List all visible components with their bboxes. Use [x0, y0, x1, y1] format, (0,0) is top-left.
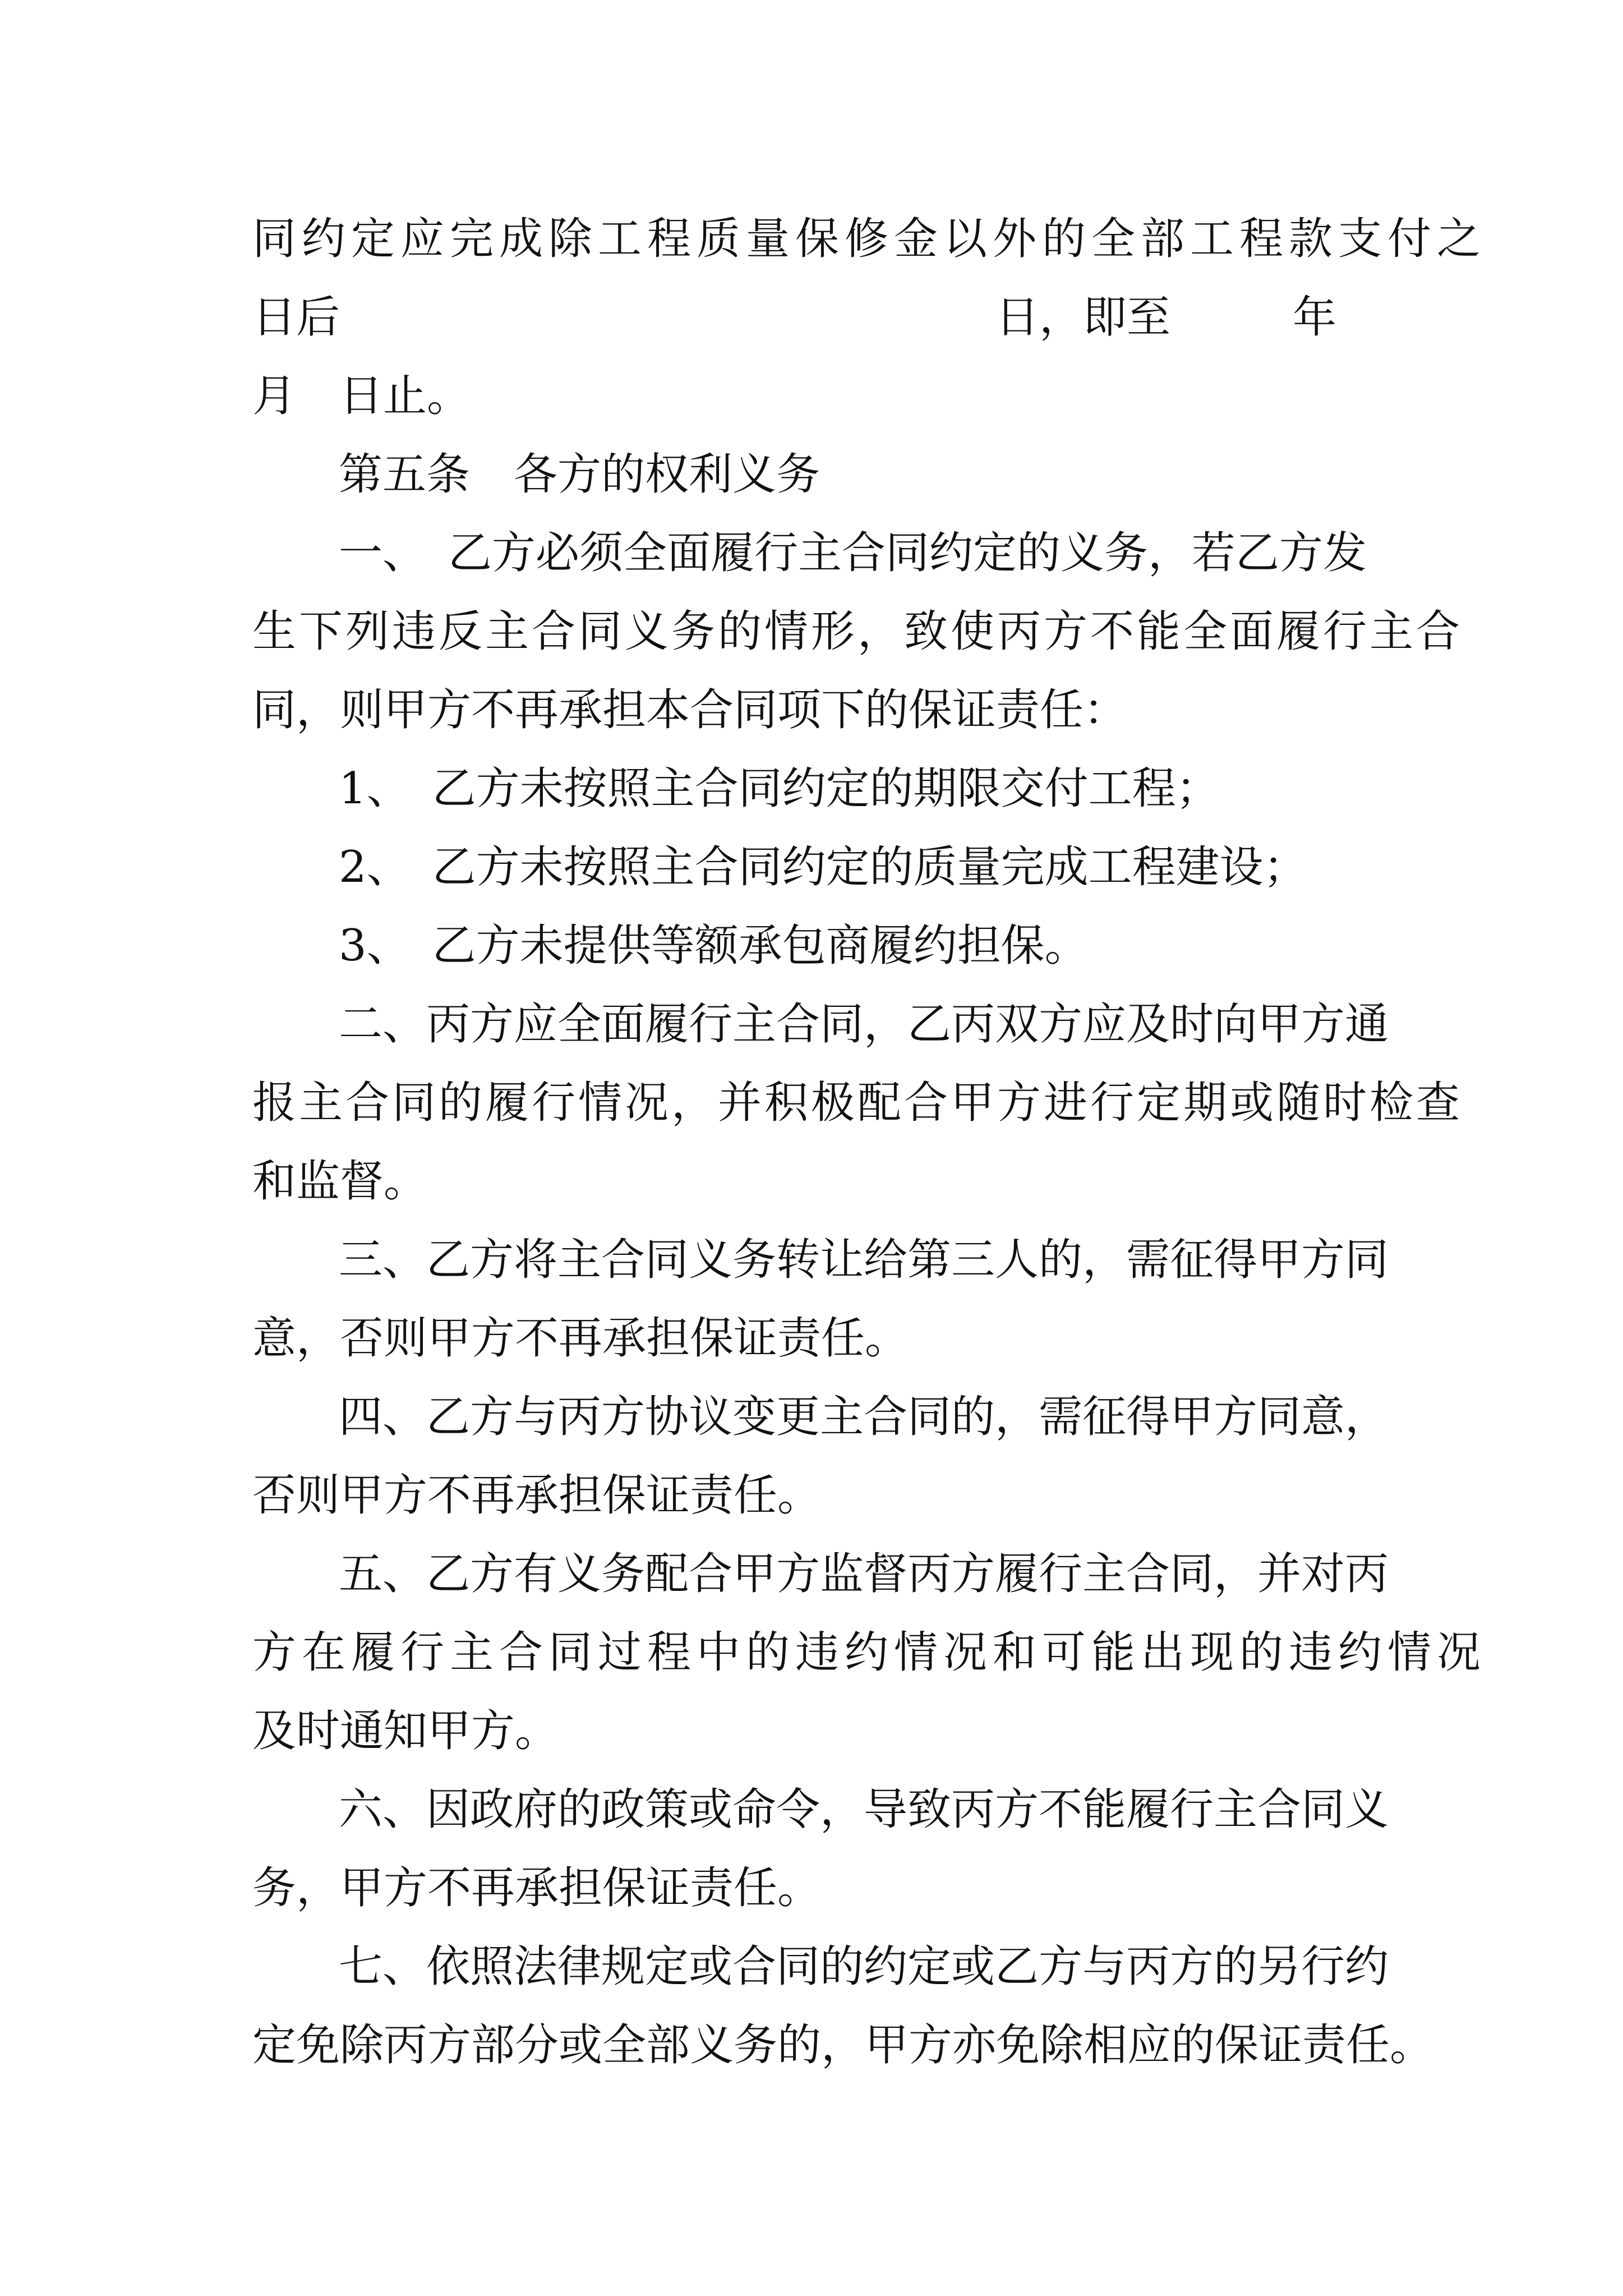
text-line: 二、丙方应全面履行主合同，乙丙双方应及时向甲方通	[339, 999, 1389, 1050]
text-line: 同，则甲方不再承担本合同项下的保证责任：	[252, 685, 1128, 735]
text-line: 日后	[252, 292, 340, 343]
text-line: 定免除丙方部分或全部义务的，甲方亦免除相应的保证责任。	[252, 2020, 1434, 2070]
text-line: 同约定应完成除工程质量保修金以外的全部工程款支付之	[252, 214, 1487, 264]
text-line: 日，即至	[995, 292, 1171, 343]
text-line: 七、依照法律规定或合同的约定或乙方与丙方的另行约	[339, 1941, 1389, 1992]
list-item: 3、 乙方未提供等额承包商履约担保。	[339, 921, 1089, 971]
text-line: 否则甲方不再承担保证责任。	[252, 1470, 822, 1521]
text-line: 四、乙方与丙方协议变更主合同的，需征得甲方同意，	[339, 1392, 1389, 1442]
text-line: 方在履行主合同过程中的违约情况和可能出现的违约情况	[252, 1627, 1487, 1678]
text-line: 六、因政府的政策或命令，导致丙方不能履行主合同义	[339, 1784, 1389, 1835]
text-line: 及时通知甲方。	[252, 1706, 559, 1756]
text-line: 三、乙方将主合同义务转让给第三人的，需征得甲方同	[339, 1235, 1389, 1285]
section-heading: 第五条 各方的权利义务	[339, 449, 820, 500]
text-line: 一、 乙方必须全面履行主合同约定的义务，若乙方发	[339, 528, 1367, 578]
list-item: 1、 乙方未按照主合同约定的期限交付工程；	[339, 763, 1220, 814]
text-line: 月	[252, 371, 297, 421]
text-line: 生下列违反主合同义务的情形，致使丙方不能全面履行主合	[252, 606, 1463, 657]
text-line: 务，甲方不再承担保证责任。	[252, 1863, 822, 1913]
text-line: 年	[1293, 292, 1337, 343]
text-line: 报主合同的履行情况，并积极配合甲方进行定期或随时检查	[252, 1078, 1463, 1128]
text-line: 五、乙方有义务配合甲方监督丙方履行主合同，并对丙	[339, 1549, 1389, 1599]
list-item: 2、 乙方未按照主合同约定的质量完成工程建设；	[339, 842, 1307, 892]
text-line: 意，否则甲方不再承担保证责任。	[252, 1313, 909, 1364]
text-line: 日止。	[339, 371, 471, 421]
text-line: 和监督。	[252, 1156, 428, 1207]
